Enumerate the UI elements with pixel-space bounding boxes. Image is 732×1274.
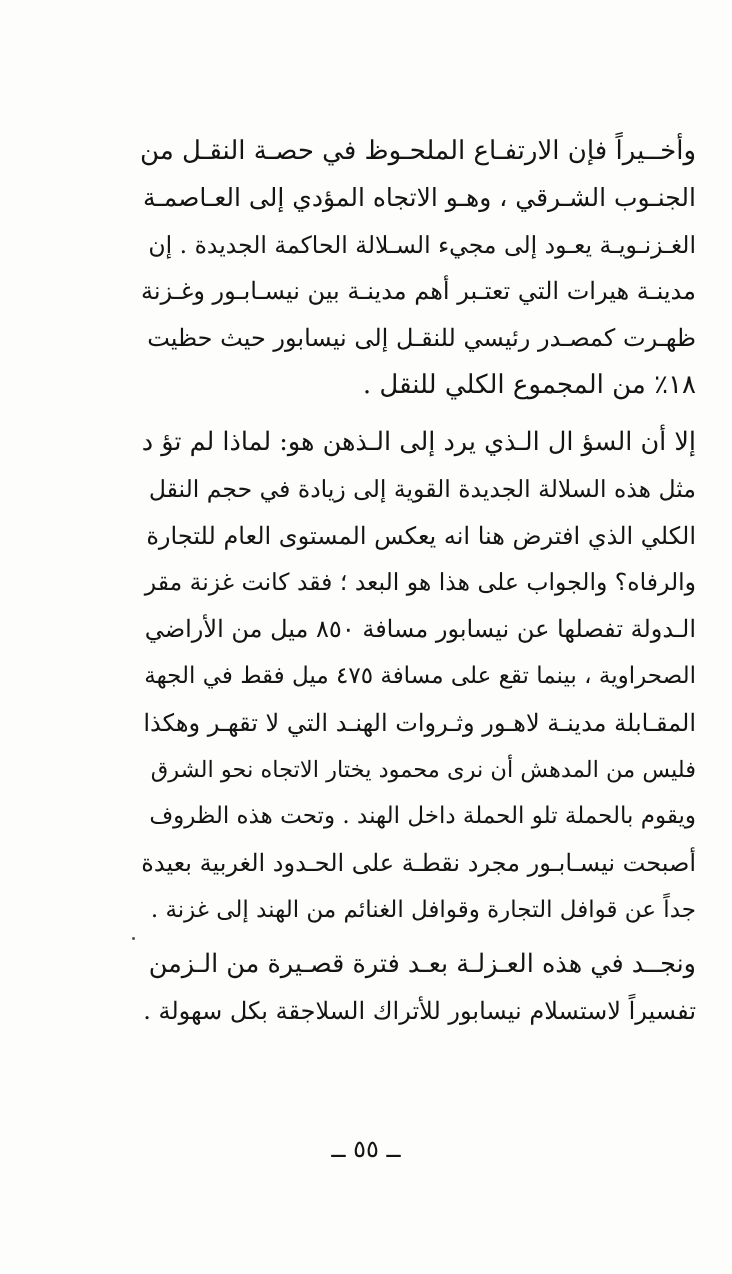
text-line: أصبحت نيسـابـور مجرد نقطـة على الحـدود الغربية بعيدة (141, 849, 696, 878)
text-line: الكلي الذي افترض هنا انه يعكس المستوى العام للتجارة (146, 521, 696, 550)
text-line: إلا أن السؤ ال الـذي يرد إلى الـذهن هو: لماذا لم تؤ د (141, 427, 696, 457)
text-line: الجنـوب الشـرقي ، وهـو الاتجاه المؤدي إلى العـاصمـة (142, 182, 696, 212)
paragraph-3 (140, 941, 696, 1035)
text-line: ونجــد في هذه العـزلـة بعـد فترة قصـيرة من الـزمن (148, 949, 696, 979)
text-line: وأخــيراً فإن الارتفـاع الملحـوظ في حصـة النقـل من (140, 136, 696, 166)
text-line: جداً عن قوافل التجارة وقوافل الغنائم من الهند إلى غزنة . (150, 896, 696, 923)
text-line: مدينـة هيرات التي تعتـبر أهم مدينـة بين نيسـابـور وغـزنة (140, 277, 696, 306)
text-line: والرفاه؟ والجواب على هذا هو البعد ؛ فقد كانت غزنة مقر (144, 568, 696, 597)
page-number: ــ ٥٥ ــ (331, 1135, 401, 1163)
text-line: مثل هذه السلالة الجديدة القوية إلى زيادة في حجم النقل (148, 474, 696, 503)
paragraph-1 (140, 128, 696, 409)
text-line: الغـزنـويـة يعـود إلى مجيء السـلالة الحاكمة الجديدة . إن (148, 230, 696, 259)
text-line: ويقوم بالحملة تلو الحملة داخل الهند . وتحت هذه الظروف (149, 803, 696, 830)
text-line: الصحراوية ، بينما تقع على مسافة ٤٧٥ ميل فقط في الجهة (144, 662, 696, 689)
scan-speck (132, 937, 135, 940)
paragraph-2 (140, 419, 696, 934)
text-line: المقـابلة مدينـة لاهـور وثـروات الهنـد التي لا تقهـر وهكذا (143, 708, 696, 737)
text-line: ظهـرت كمصـدر رئيسي للنقـل إلى نيسابور حيث حظيت (147, 324, 696, 353)
text-line: الـدولة تفصلها عن نيسابور مسافة ٨٥٠ ميل من الأراضي (144, 615, 696, 644)
text-line: ١٨٪ من المجموع الكلي للنقل . (362, 369, 696, 400)
text-line: فليس من المدهش أن نرى محمود يختار الاتجاه نحو الشرق (150, 756, 696, 783)
text-line: تفسيراً لاستسلام نيسابور للأتراك السلاجقة بكل سهولة . (143, 996, 696, 1025)
